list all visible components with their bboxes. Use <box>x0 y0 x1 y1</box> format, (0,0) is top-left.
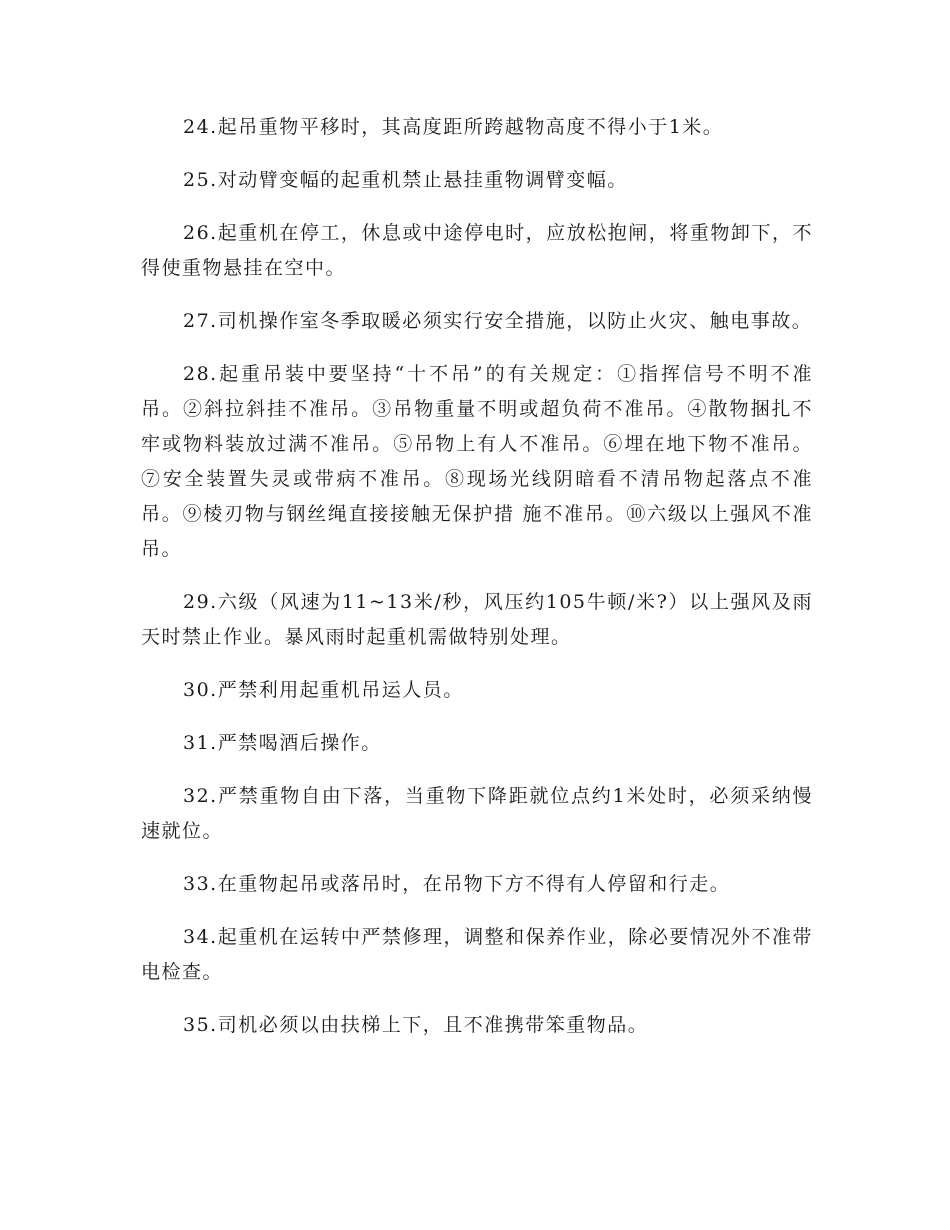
paragraph-26: 26.起重机在停工，休息或中途停电时，应放松抱闸，将重物卸下，不得使重物悬挂在空中。 <box>141 222 813 279</box>
paragraph-27: 27.司机操作室冬季取暖必须实行安全措施，以防止火灾、触电事故。 <box>183 310 813 332</box>
paragraph-28: 28.起重吊装中要坚持“十不吊”的有关规定：①指挥信号不明不准吊。②斜拉斜挂不准吊。③吊物重量不明或超负荷不准吊。④散物捆扎不牢或物料装放过满不准吊。⑤吊物上有人不准吊。⑥埋在地下物不准吊。⑦安全装置失灵或带病不准吊。⑧现场光线阴暗看不清吊物起落点不准吊。⑨棱刃物与钢丝绳直接接触无保护措 施不准吊。⑩六级以上强风不准吊。 <box>141 363 813 560</box>
paragraph-33: 33.在重物起吊或落吊时，在吊物下方不得有人停留和行走。 <box>183 873 731 895</box>
paragraph-30: 30.严禁利用起重机吊运人员。 <box>183 679 464 701</box>
document-body <box>141 110 813 1061</box>
paragraph-31: 31.严禁喝酒后操作。 <box>183 732 382 754</box>
paragraph-35: 35.司机必须以由扶梯上下，且不准携带笨重物品。 <box>183 1014 649 1036</box>
paragraph-34: 34.起重机在运转中严禁修理，调整和保养作业，除必要情况外不准带电检查。 <box>141 926 813 983</box>
paragraph-29: 29.六级（风速为11~13米/秒，风压约105牛顿/米?）以上强风及雨天时禁止作业。暴风雨时起重机需做特别处理。 <box>141 591 813 648</box>
paragraph-25: 25.对动臂变幅的起重机禁止悬挂重物调臂变幅。 <box>183 169 628 191</box>
paragraph-24: 24.起吊重物平移时，其高度距所跨越物高度不得小于1米。 <box>183 116 724 138</box>
paragraph-32: 32.严禁重物自由下落，当重物下降距就位点约1米处时，必须采纳慢速就位。 <box>141 785 813 842</box>
